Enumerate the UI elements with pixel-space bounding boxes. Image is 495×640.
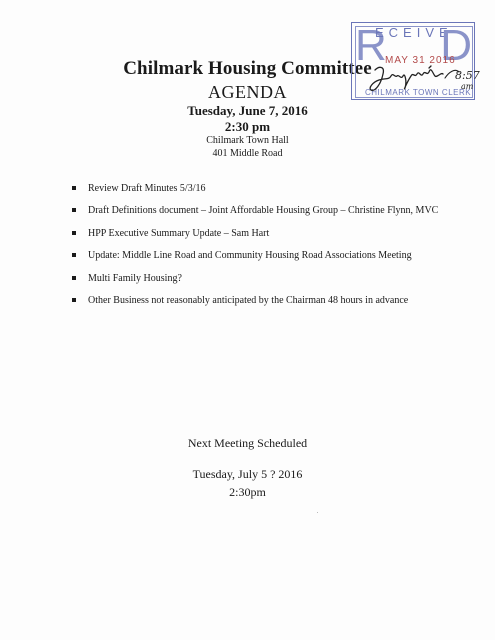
- agenda-item: [72, 250, 472, 272]
- meeting-date: Tuesday, June 7, 2016: [187, 103, 308, 118]
- agenda-item: [72, 273, 472, 295]
- agenda-item: [72, 228, 472, 250]
- agenda-item-text: Multi Family Housing?: [88, 272, 182, 284]
- bullet-icon: [72, 298, 76, 302]
- bullet-icon: [72, 186, 76, 190]
- agenda-item-text: HPP Executive Summary Update – Sam Hart: [88, 227, 270, 239]
- next-meeting-time: 2:30pm: [229, 485, 266, 499]
- stamp-office: CHILMARK TOWN CLERK: [365, 88, 472, 97]
- meeting-venue: Chilmark Town Hall: [206, 135, 289, 146]
- received-stamp: [351, 21, 480, 102]
- bullet-icon: [72, 253, 76, 257]
- stamp-date: MAY 31 2016: [385, 55, 456, 66]
- stamp-big-d: D: [440, 21, 472, 70]
- committee-name: Chilmark Housing Committee: [123, 58, 372, 79]
- agenda-title: AGENDA: [208, 82, 287, 102]
- bullet-icon: [72, 208, 76, 212]
- agenda-item-text: Draft Definitions document – Joint Affordable Housing Group – Christine Flynn, MVC: [88, 205, 439, 217]
- next-meeting-date: Tuesday, July 5 ? 2016: [192, 467, 303, 481]
- agenda-item: [72, 295, 472, 317]
- meeting-address: 401 Middle Road: [212, 148, 283, 159]
- meeting-time: 2:30 pm: [224, 119, 271, 134]
- stamp-received-text: ECEIVE: [375, 25, 453, 40]
- bullet-icon: [72, 276, 76, 280]
- agenda-item-text: Review Draft Minutes 5/3/16: [88, 183, 206, 194]
- handwritten-time: 8:57: [455, 69, 480, 82]
- bullet-icon: [72, 231, 76, 235]
- agenda-list: [72, 183, 472, 317]
- stamp-big-r: R: [355, 21, 387, 70]
- handwritten-ampm: am: [461, 82, 474, 91]
- agenda-item-text: Other Business not reasonably anticipated by the Chairman 48 hours in advance: [88, 294, 409, 306]
- agenda-item-text: Update: Middle Line Road and Community Housing Road Associations Meeting: [88, 250, 412, 262]
- agenda-item: [72, 183, 472, 205]
- next-meeting-heading: Next Meeting Scheduled: [187, 436, 308, 450]
- scan-speck: [317, 512, 318, 513]
- agenda-item: [72, 205, 472, 227]
